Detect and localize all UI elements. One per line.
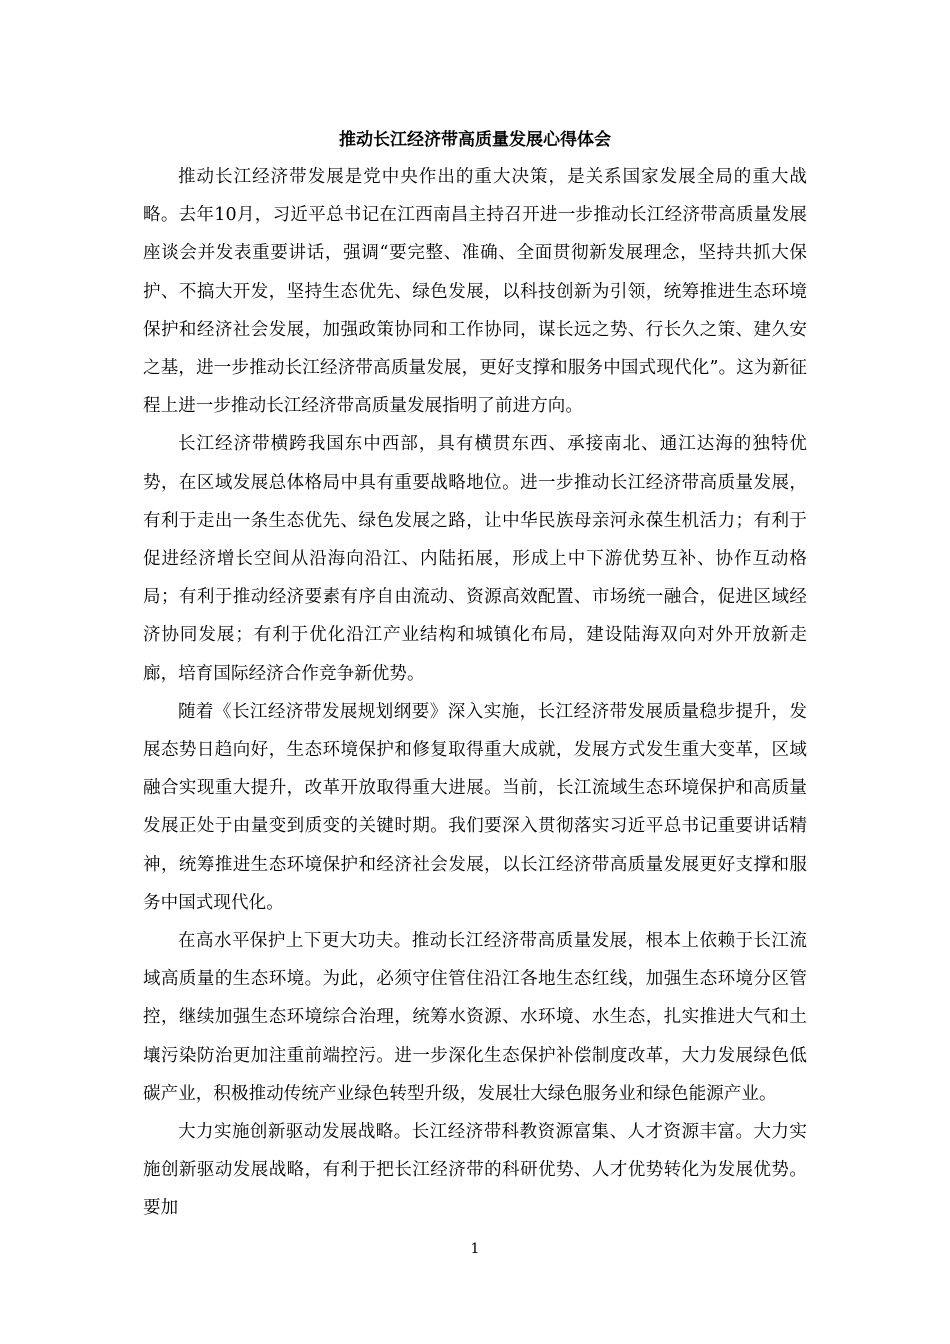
page-number: 1 (470, 1241, 480, 1257)
paragraph-1: 推动长江经济带发展是党中央作出的重大决策，是关系国家发展全局的重大战略。去年10月，习近平总书记在江西南昌主持召开进一步推动长江经济带高质量发展座谈会并发表重要讲话，强调“要完整、准确、全面贯彻新发展理念，坚持共抓大保护、不搞大开发，坚持生态优先、绿色发展，以科技创新为引领，统筹推进生态环境保护和经济社会发展，加强政策协同和工作协同，谋长远之势、行长久之策、建久安之基，进一步推动长江经济带高质量发展，更好支撑和服务中国式现代化”。这为新征程上进一步推动长江经济带高质量发展指明了前进方向。 (143, 167, 807, 417)
document-body (143, 158, 807, 1219)
document-title: 推动长江经济带高质量发展心得体会 (339, 130, 611, 150)
paragraph-3: 随着《长江经济带发展规划纲要》深入实施，长江经济带发展质量稳步提升，发展态势日趋向好，生态环境保护和修复取得重大成就，发展方式发生重大变革，区域融合实现重大提升，改革开放取得重大进展。当前，长江流域生态环境保护和高质量发展正处于由量变到质变的关键时期。我们要深入贯彻落实习近平总书记重要讲话精神，统筹推进生态环境保护和经济社会发展，以长江经济带高质量发展更好支撑和服务中国式现代化。 (143, 701, 807, 913)
paragraph-5: 大力实施创新驱动发展战略。长江经济带科教资源富集、人才资源丰富。大力实施创新驱动发展战略，有利于把长江经济带的科研优势、人才优势转化为发展优势。要加 (143, 1122, 807, 1219)
paragraph-2: 长江经济带横跨我国东中西部，具有横贯东西、承接南北、通江达海的独特优势，在区域发展总体格局中具有重要战略地位。进一步推动长江经济带高质量发展，有利于走出一条生态优先、绿色发展之路，让中华民族母亲河永葆生机活力；有利于促进经济增长空间从沿海向沿江、内陆拓展，形成上中下游优势互补、协作互动格局；有利于推动经济要素有序自由流动、资源高效配置、市场统一融合，促进区域经济协同发展；有利于优化沿江产业结构和城镇化布局，建设陆海双向对外开放新走廊，培育国际经济合作竞争新优势。 (143, 434, 807, 684)
paragraph-4: 在高水平保护上下更大功夫。推动长江经济带高质量发展，根本上依赖于长江流域高质量的生态环境。为此，必须守住管住沿江各地生态红线，加强生态环境分区管控，继续加强生态环境综合治理，统筹水资源、水环境、水生态，扎实推进大气和土壤污染防治更加注重前端控污。进一步深化生态保护补偿制度改革，大力发展绿色低碳产业，积极推动传统产业绿色转型升级，发展壮大绿色服务业和绿色能源产业。 (143, 931, 807, 1104)
